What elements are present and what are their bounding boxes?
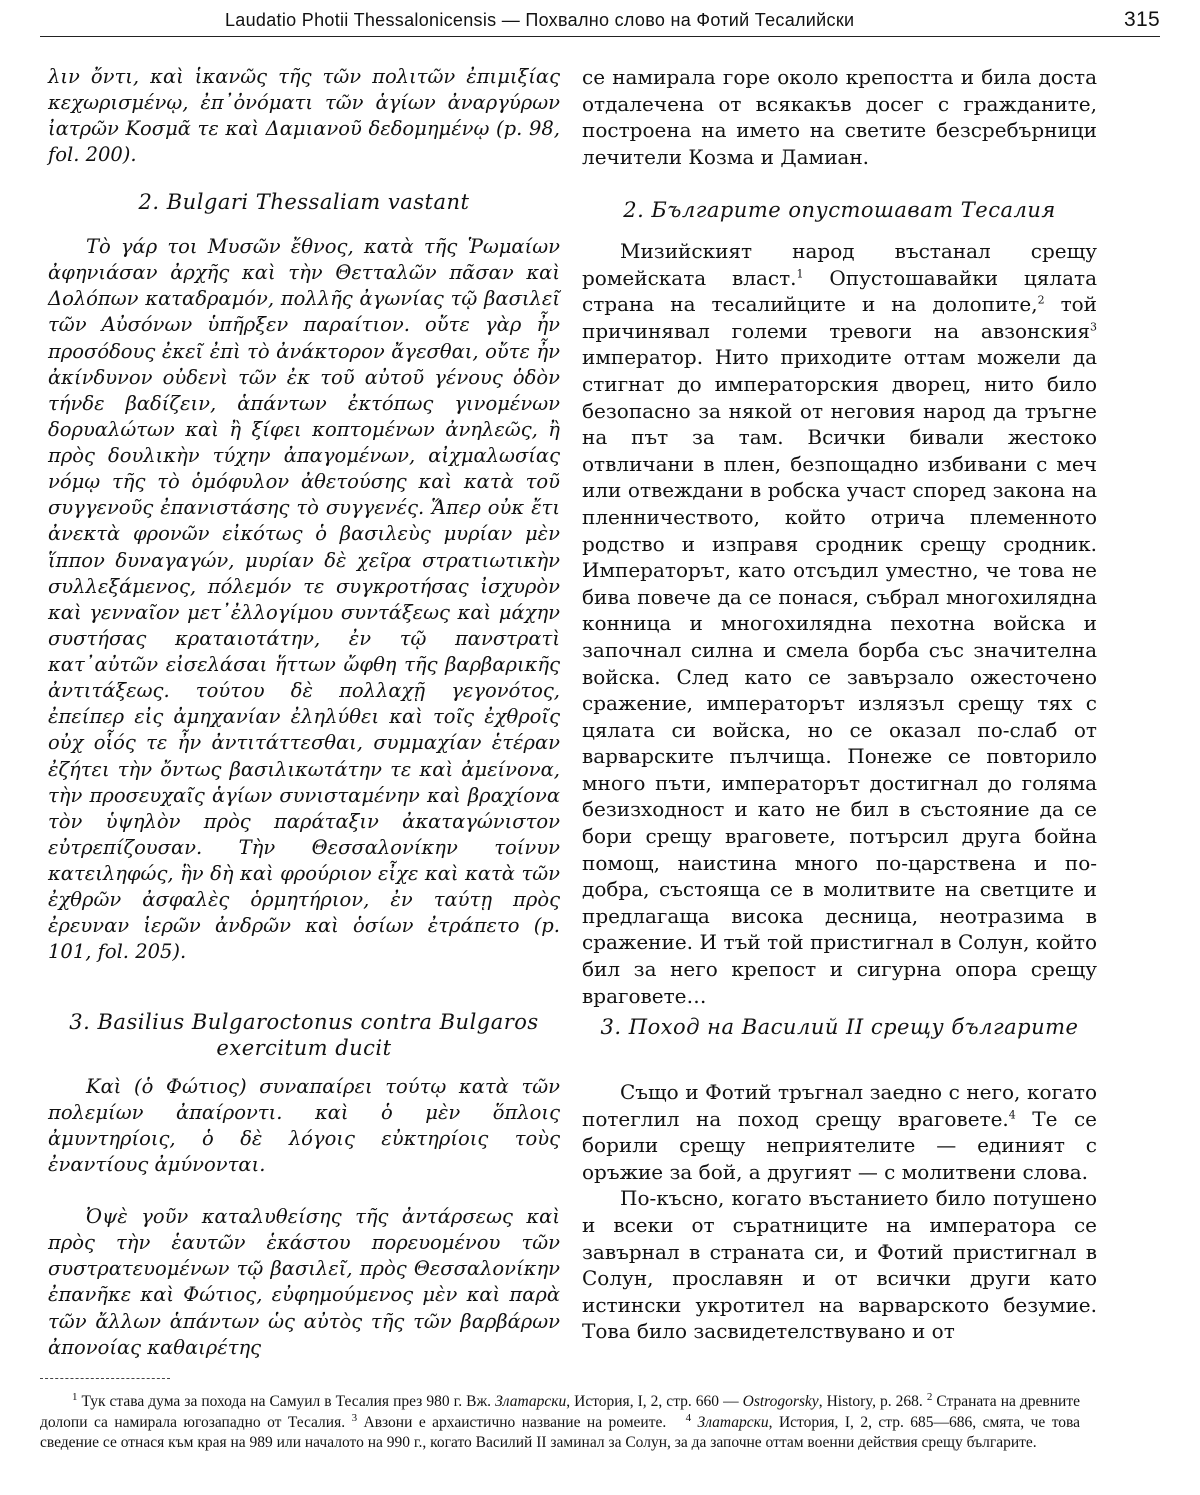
text-run: Също и Фотий тръгнал заедно с него, когато потеглил на поход срещу враговете. (582, 1080, 1097, 1131)
greek-section-3-text-2: Ὀψὲ γοῦν καταλυθείσης τῆς ἀντάρσεως καὶ πρὸς τὴν ἑαυτῶν ἑκάστου πορευομένου τῶν συστρατευομένων τῷ βασιλεῖ, πρὸς Θεσσαλονίκην ἐπανῆκε καὶ Φώτιος, εὐφημούμενος μὲν καὶ παρὰ τῶν ἄλλων ἁπάντων ὡς αὐτὸς τῆς τῶν βαρβάρων ἀπονοίας καθαιρέτης (48, 1205, 560, 1359)
footnote-mark-2: 2 (926, 1390, 933, 1403)
greek-section-2-title: 2. Bulgari Thessaliam vastant (138, 190, 470, 214)
bulgarian-intro: се намирала горе около крепостта и била доста отдалечена от всякакъв досег с гражданите, построена на името на светите безсребърници лечители Козма и Дамиан. (582, 65, 1097, 169)
greek-section-2-text: Τὸ γάρ τοι Μυσῶν ἔθνος, κατὰ τῆς Ῥωμαίων ἀφηνιάσαν ἀρχῆς καὶ τὴν Θετταλῶν πᾶσαν καὶ Δολόπων καταδραμόν, πολλῆς ἀγωνίας τῷ βασιλεῖ τῶν Αὐσόνων ὑπῆρξεν παραίτιον. οὔτε γὰρ ἦν προσόδους ἐκεῖ ἐπὶ τὸ ἀνάκτορον ἄγεσθαι, οὔτε ἦν ἀκίνδυνον οὐδενὶ τῶν ἐκ τοῦ αὐτοῦ γένους ὁδὸν τήνδε βαδίζειν, ἁπάντων ἐκτόπως γινομένων δορυαλώτων καὶ ἢ ξίφει κοπτομένων ἀνηλεῶς, ἢ πρὸς δουλικὴν τύχην ἀπαγομένων, αἰχμαλωσίας νόμῳ τῆς τὸ ὁμόφυλον ἀθετούσης καὶ κατὰ τοῦ συγγενοῦς ἐπανιστάσης τὸ συγγενές. Ἅπερ οὐκ ἔτι ἀνεκτὰ φρονῶν εἰκότως ὁ βασιλεὺς μυρίαν μὲν ἵππον δυναγαγών, μυρίαν δὲ χεῖρα στρατιωτικὴν συλλεξάμενος, πόλεμόν τε συγκροτήσας ἰσχυρὸν καὶ γενναῖον μετ᾽ἐλλογίμου συντάξεως καὶ μάχην συστήσας κραταιοτάτην, ἐν τῷ πανστρατὶ κατ᾽αὐτῶν εἰσελάσαι ἥττων ὤφθη τῆς βαρβαρικῆς ἀντιτάξεως. τούτου δὲ πολλαχῇ γεγονότος, ἐπείπερ εἰς ἀμηχανίαν ἐληλύθει καὶ τοῖς ἐχθροῖς οὐχ οἷός τε ἦν ἀντιτάττεσθαι, συμμαχίαν ἑτέραν ἐζήτει τὴν ὄντως βασιλικωτάτην τε καὶ ἀμείνονα, τὴν προσευχαῖς ἁγίων συνισταμένην καὶ βραχίονα τὸν ὑψηλὸν πρὸς παράταξιν ἀκαταγώνιστον εὐτρεπίζουσαν. Τὴν Θεσσαλονίκην τοίνυν κατειληφώς, ἣν δὴ καὶ φρούριον εἶχε καὶ κατὰ τῶν ἐχθρῶν ἀσφαλὲς ὁρμητήριον, ἐν ταύτῃ πρὸς ἐρευναν ἱερῶν ἀνδρῶν καὶ ὁσίων ἐτράπετο (p. 101, fol. 205). (48, 235, 560, 964)
text-run: той причинявал големи тревоги на авзонския (582, 292, 1098, 343)
footnote-ref-3[interactable]: 3 (1090, 320, 1097, 334)
footnote-author: Ostrogorsky (742, 1393, 819, 1410)
footnote-1-text: , History, p. 268. (818, 1393, 923, 1410)
text-run: император. Нито приходите оттам можели да стигнат до императорския дворец, нито било безопасно за някой от неговия народ да тръгне на път за там. Всички бивали жестоко отвличани в плен, безпощадно избивани с меч или отвеждани в робска участ според закона на пленничеството, който отрича племенното родство и изправя сродник срещу сродник. Императорът, като отсъдил уместно, че това не бива повече да се понася, събрал многохилядна конница и многохилядна пехотна войска и започнал силна и смела борба със значителна войска. След като се завързало ожесточено сражение, императорът излязъл срещу тях с цялата си войска, но се оказал по-слаб от варварските пълчища. Понеже се повторило много пъти, императорът достигнал до голяма безизходност и като не бил в състояние да се бори срещу враговете, потърсил друга бойна помощ, наистина много по-царствена и по-добра, състояща се в молитвите на светците и предлагаща висока десница, неотразима в сражение. И тъй той пристигнал в Солун, който бил за него крепост и сигурна опора срещу враговете… (582, 345, 1097, 1008)
footnote-block (40, 1392, 1080, 1454)
text-run: Мизийският народ въстанал срещу ромейската власт. (582, 239, 1097, 290)
footnote-separator (40, 1378, 170, 1379)
footnote-3-text: Авзони е архаистично название на ромеите. (357, 1413, 667, 1431)
running-header (40, 6, 1160, 37)
footnotes (40, 1392, 1080, 1454)
greek-section-3-title: 3. Basilius Bulgaroctonus contra Bulgaros exercitum ducit (69, 1010, 539, 1061)
footnote-ref-4[interactable]: 4 (1008, 1107, 1016, 1121)
greek-intro: λιν ὄντι, καὶ ἱκανῶς τῆς τῶν πολιτῶν ἐπιμιξίας κεχωρισμένῳ, ἐπ᾽ὀνόματι τῶν ἁγίων ἀναργύρων ἰατρῶν Κοσμᾶ τε καὶ Δαμιανοῦ δεδομημένῳ (p. 98, fol. 200). (48, 65, 560, 167)
footnote-4-text: , История, I, 2, стр. 685—686, смята, че това сведение се отнася към края на 989 или началото на 990 г., когато Василий II заминал за Солун, за да започне оттам военни действия срещу българите. (40, 1413, 1081, 1452)
footnote-mark-3: 3 (351, 1411, 358, 1424)
text-run: Опустошавайки цялата страна на тесалийците и на долопите, (582, 265, 1097, 317)
footnote-mark-1: 1 (72, 1390, 78, 1403)
bulgarian-section-3-paragraph-2: По-късно, когато въстанието било потушено и всеки от съратниците на императора се завърнал в страната си, и Фотий пристигнал в Солун, прославян и от всички други като истински укротител на варварското безумие. Това било засвидетелствувано и от (582, 1186, 1097, 1344)
footnote-mark-4: 4 (685, 1411, 692, 1424)
footnote-1-text: , История, I, 2, стр. 660 — (566, 1393, 743, 1410)
bulgarian-section-3-text (582, 1079, 1097, 1185)
footnote-2-text: Страната на древните долопи са намирала югозападно от Тесалия. (40, 1393, 1080, 1431)
footnote-author: Златарски (495, 1393, 567, 1410)
bulgarian-section-2-title: 2. Българите опустошават Тесалия (623, 198, 1056, 222)
footnote-author: Златарски (697, 1413, 769, 1431)
bulgarian-section-2-text (582, 238, 1097, 1009)
greek-section-3-text-1: Καὶ (ὁ Φώτιος) συναπαίρει τούτῳ κατὰ τῶν πολεμίων ἀπαίροντι. καὶ ὁ μὲν ὅπλοις ἀμυντηρίοις, ὁ δὲ λόγοις εὐκτηρίοις τοὺς ἐναντίους ἀμύνονται. (48, 1075, 560, 1177)
bulgarian-section-3-title: 3. Поход на Василий II срещу българите (600, 1015, 1079, 1039)
text-run: Те се борили срещу неприятелите — единият с оръжие за бой, а другият — с молитвени слова. (582, 1106, 1097, 1184)
page-number: 315 (1124, 8, 1160, 31)
footnote-ref-1[interactable]: 1 (796, 266, 804, 280)
running-title: Laudatio Photii Thessalonicensis — Похвално слово на Фотий Тесалийски (225, 10, 855, 30)
footnote-ref-2[interactable]: 2 (1037, 293, 1045, 307)
footnote-1-text: Тук става дума за похода на Самуил в Тесалия през 980 г. Вж. (77, 1393, 496, 1410)
